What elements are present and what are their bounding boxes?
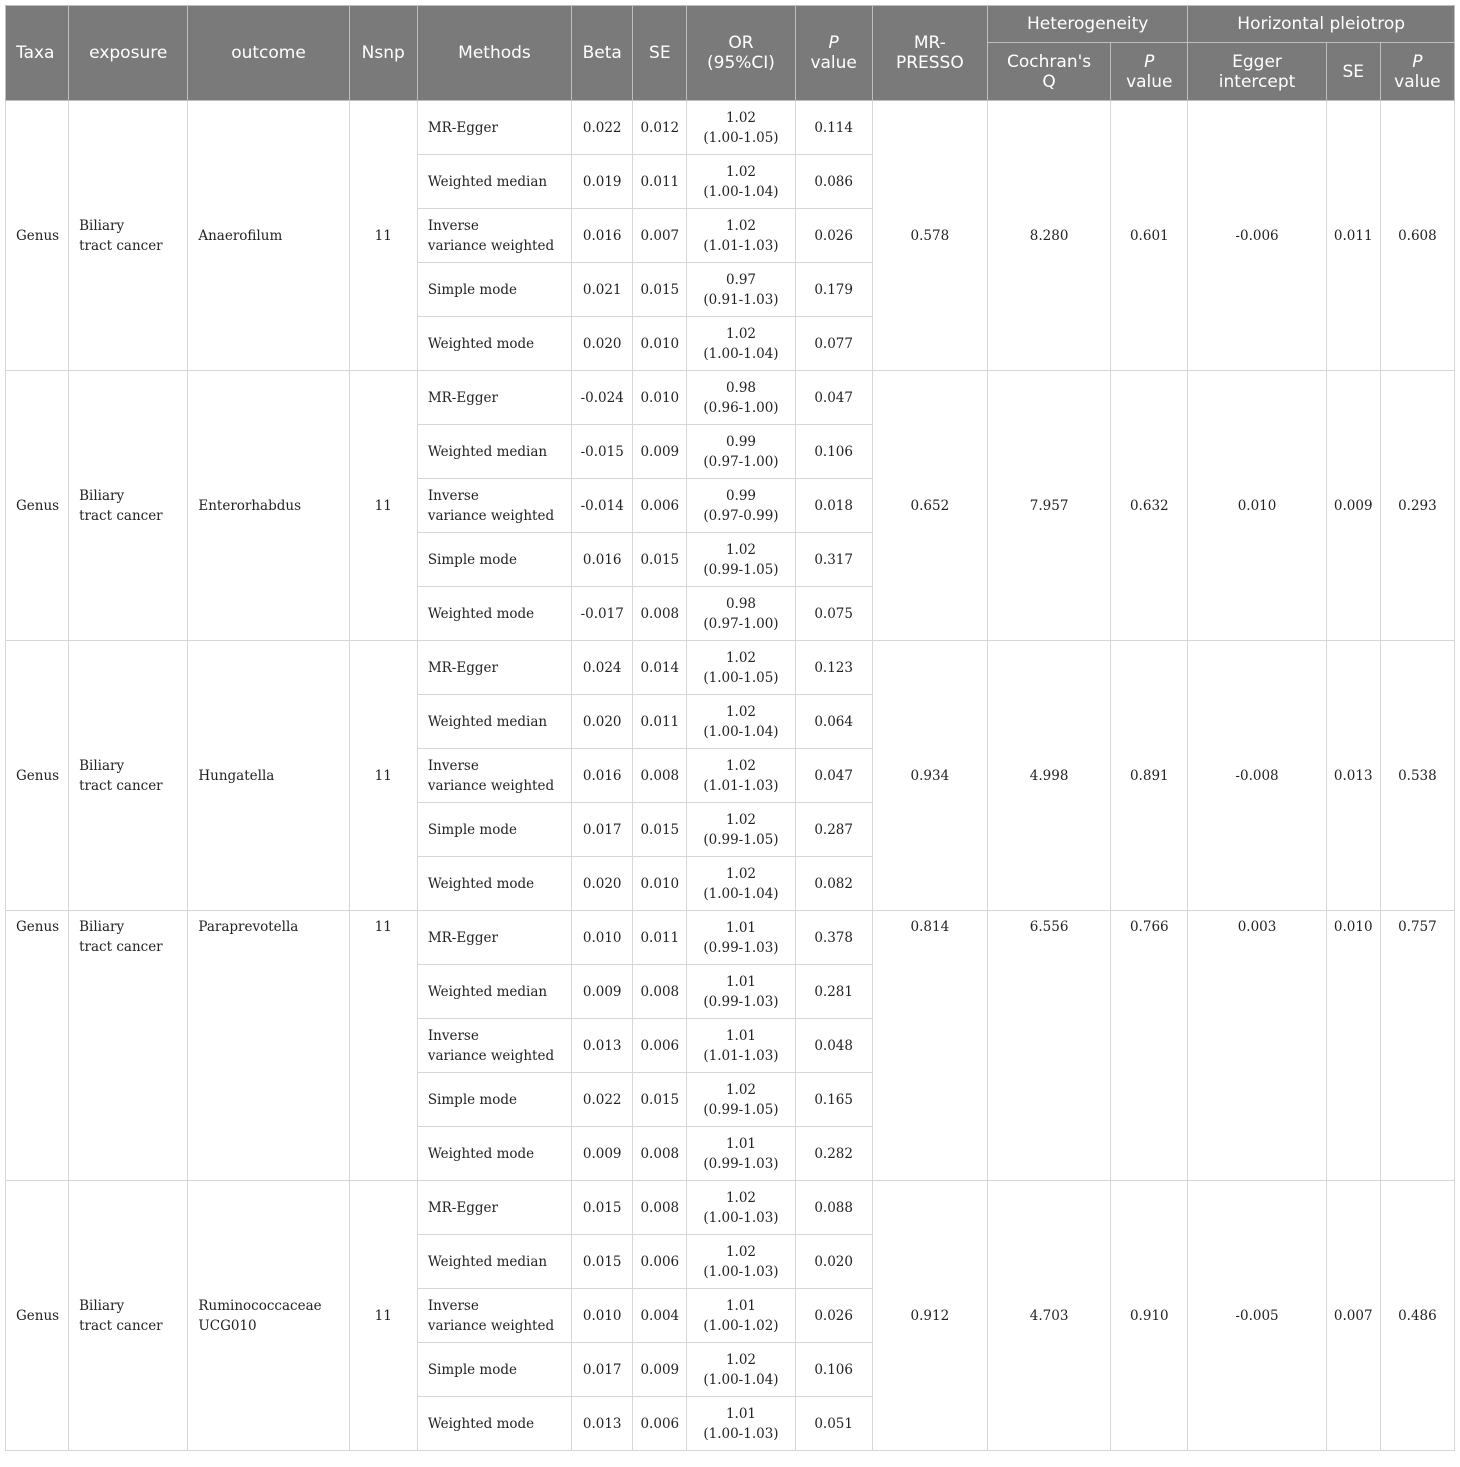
outcome-cell: Hungatella [188, 641, 349, 911]
or-cell: 1.02 (1.00-1.04) [687, 857, 795, 911]
header-egger-intercept: Egger intercept [1188, 43, 1326, 101]
se-cell: 0.008 [633, 749, 687, 803]
or-cell: 1.02 (1.00-1.03) [687, 1235, 795, 1289]
p-value-cell: 0.317 [795, 533, 872, 587]
se-cell: 0.010 [633, 371, 687, 425]
se-cell: 0.011 [633, 695, 687, 749]
taxa-cell: Genus [6, 641, 69, 911]
p-value-cell: 0.082 [795, 857, 872, 911]
header-heterogeneity: Heterogeneity [987, 6, 1187, 43]
se-cell: 0.008 [633, 1127, 687, 1181]
method-cell: Simple mode [417, 533, 571, 587]
method-cell: Simple mode [417, 1073, 571, 1127]
or-cell: 0.99 (0.97-0.99) [687, 479, 795, 533]
or-cell: 1.02 (1.00-1.05) [687, 641, 795, 695]
beta-cell: 0.020 [572, 857, 633, 911]
beta-cell: 0.016 [572, 209, 633, 263]
p-value-cell: 0.114 [795, 101, 872, 155]
pleio-p-value-cell: 0.293 [1380, 371, 1454, 641]
se-cell: 0.008 [633, 965, 687, 1019]
beta-cell: 0.013 [572, 1019, 633, 1073]
p-value-cell: 0.077 [795, 317, 872, 371]
outcome-cell: Enterorhabdus [188, 371, 349, 641]
pleio-p-value-cell: 0.608 [1380, 101, 1454, 371]
beta-cell: 0.015 [572, 1235, 633, 1289]
beta-cell: 0.021 [572, 263, 633, 317]
mr-presso-cell: 0.652 [872, 371, 987, 641]
method-cell: Weighted median [417, 695, 571, 749]
se-cell: 0.006 [633, 1235, 687, 1289]
p-value-cell: 0.165 [795, 1073, 872, 1127]
or-cell: 1.02 (1.00-1.04) [687, 155, 795, 209]
beta-cell: 0.009 [572, 1127, 633, 1181]
or-cell: 0.98 (0.96-1.00) [687, 371, 795, 425]
beta-cell: 0.009 [572, 965, 633, 1019]
het-p-value-cell: 0.632 [1111, 371, 1188, 641]
nsnp-cell: 11 [349, 641, 417, 911]
nsnp-cell: 11 [349, 1181, 417, 1451]
outcome-cell: Paraprevotella [188, 911, 349, 1181]
p-value-cell: 0.106 [795, 425, 872, 479]
header-nsnp: Nsnp [349, 6, 417, 101]
method-cell: Inverse variance weighted [417, 479, 571, 533]
method-cell: Weighted mode [417, 1397, 571, 1451]
beta-cell: -0.024 [572, 371, 633, 425]
cochrans-q-cell: 6.556 [987, 911, 1110, 1181]
header-p-value-word: value [810, 53, 857, 73]
table-body [6, 101, 1455, 1451]
beta-cell: 0.010 [572, 1289, 633, 1343]
egger-se-cell: 0.009 [1326, 371, 1380, 641]
egger-se-cell: 0.011 [1326, 101, 1380, 371]
p-value-cell: 0.179 [795, 263, 872, 317]
mr-presso-cell: 0.934 [872, 641, 987, 911]
method-cell: MR-Egger [417, 371, 571, 425]
header-pleio-p-value-word: value [1394, 71, 1441, 92]
p-value-cell: 0.075 [795, 587, 872, 641]
se-cell: 0.012 [633, 101, 687, 155]
egger-se-cell: 0.013 [1326, 641, 1380, 911]
or-cell: 0.97 (0.91-1.03) [687, 263, 795, 317]
method-cell: Inverse variance weighted [417, 209, 571, 263]
egger-intercept-cell: -0.006 [1188, 101, 1326, 371]
p-value-cell: 0.064 [795, 695, 872, 749]
se-cell: 0.015 [633, 263, 687, 317]
header-het-p-value-word: value [1126, 71, 1173, 92]
pleio-p-value-cell: 0.538 [1380, 641, 1454, 911]
se-cell: 0.004 [633, 1289, 687, 1343]
se-cell: 0.006 [633, 1397, 687, 1451]
beta-cell: -0.014 [572, 479, 633, 533]
method-cell: Inverse variance weighted [417, 749, 571, 803]
se-cell: 0.007 [633, 209, 687, 263]
se-cell: 0.006 [633, 1019, 687, 1073]
egger-se-cell: 0.007 [1326, 1181, 1380, 1451]
or-cell: 1.02 (1.00-1.05) [687, 101, 795, 155]
method-cell: Simple mode [417, 263, 571, 317]
method-cell: Weighted median [417, 965, 571, 1019]
method-cell: Weighted median [417, 155, 571, 209]
header-p-italic: P [828, 33, 839, 53]
or-cell: 1.02 (0.99-1.05) [687, 1073, 795, 1127]
or-cell: 1.01 (1.00-1.02) [687, 1289, 795, 1343]
het-p-value-cell: 0.601 [1111, 101, 1188, 371]
or-cell: 0.99 (0.97-1.00) [687, 425, 795, 479]
beta-cell: 0.017 [572, 803, 633, 857]
beta-cell: 0.019 [572, 155, 633, 209]
se-cell: 0.011 [633, 911, 687, 965]
beta-cell: 0.016 [572, 749, 633, 803]
outcome-cell: Ruminococcaceae UCG010 [188, 1181, 349, 1451]
p-value-cell: 0.047 [795, 371, 872, 425]
egger-intercept-cell: -0.005 [1188, 1181, 1326, 1451]
het-p-value-cell: 0.891 [1111, 641, 1188, 911]
het-p-value-cell: 0.766 [1111, 911, 1188, 1181]
method-cell: Weighted median [417, 425, 571, 479]
taxa-cell: Genus [6, 911, 69, 1181]
table-row [6, 641, 1455, 695]
beta-cell: 0.024 [572, 641, 633, 695]
beta-cell: 0.022 [572, 101, 633, 155]
se-cell: 0.009 [633, 1343, 687, 1397]
se-cell: 0.015 [633, 533, 687, 587]
se-cell: 0.008 [633, 587, 687, 641]
beta-cell: -0.017 [572, 587, 633, 641]
or-cell: 1.01 (0.99-1.03) [687, 911, 795, 965]
mr-presso-cell: 0.578 [872, 101, 987, 371]
or-cell: 1.02 (1.01-1.03) [687, 209, 795, 263]
p-value-cell: 0.020 [795, 1235, 872, 1289]
p-value-cell: 0.281 [795, 965, 872, 1019]
or-cell: 1.02 (1.00-1.04) [687, 1343, 795, 1397]
method-cell: Simple mode [417, 803, 571, 857]
method-cell: MR-Egger [417, 101, 571, 155]
method-cell: MR-Egger [417, 1181, 571, 1235]
method-cell: Inverse variance weighted [417, 1019, 571, 1073]
pleio-p-value-cell: 0.486 [1380, 1181, 1454, 1451]
mr-presso-cell: 0.814 [872, 911, 987, 1181]
taxa-cell: Genus [6, 371, 69, 641]
header-se: SE [633, 6, 687, 101]
p-value-cell: 0.123 [795, 641, 872, 695]
or-cell: 1.02 (0.99-1.05) [687, 803, 795, 857]
taxa-cell: Genus [6, 1181, 69, 1451]
cochrans-q-cell: 4.998 [987, 641, 1110, 911]
p-value-cell: 0.047 [795, 749, 872, 803]
header-exposure: exposure [69, 6, 188, 101]
header-mr-presso: MR- PRESSO [872, 6, 987, 101]
het-p-value-cell: 0.910 [1111, 1181, 1188, 1451]
header-or: OR (95%CI) [687, 6, 795, 101]
cochrans-q-cell: 7.957 [987, 371, 1110, 641]
beta-cell: -0.015 [572, 425, 633, 479]
method-cell: Weighted mode [417, 1127, 571, 1181]
header-p-value [795, 6, 872, 101]
method-cell: Inverse variance weighted [417, 1289, 571, 1343]
cochrans-q-cell: 8.280 [987, 101, 1110, 371]
or-cell: 1.02 (0.99-1.05) [687, 533, 795, 587]
table-row [6, 371, 1455, 425]
mr-results-table [5, 5, 1455, 1451]
taxa-cell: Genus [6, 101, 69, 371]
p-value-cell: 0.088 [795, 1181, 872, 1235]
egger-intercept-cell: 0.003 [1188, 911, 1326, 1181]
egger-intercept-cell: 0.010 [1188, 371, 1326, 641]
p-value-cell: 0.106 [795, 1343, 872, 1397]
se-cell: 0.010 [633, 317, 687, 371]
beta-cell: 0.013 [572, 1397, 633, 1451]
p-value-cell: 0.378 [795, 911, 872, 965]
egger-intercept-cell: -0.008 [1188, 641, 1326, 911]
beta-cell: 0.022 [572, 1073, 633, 1127]
p-value-cell: 0.026 [795, 209, 872, 263]
table-row [6, 101, 1455, 155]
or-cell: 1.02 (1.00-1.04) [687, 317, 795, 371]
or-cell: 1.02 (1.00-1.03) [687, 1181, 795, 1235]
header-taxa: Taxa [6, 6, 69, 101]
mr-presso-cell: 0.912 [872, 1181, 987, 1451]
se-cell: 0.006 [633, 479, 687, 533]
header-cochrans-q: Cochran's Q [987, 43, 1110, 101]
nsnp-cell: 11 [349, 371, 417, 641]
method-cell: MR-Egger [417, 911, 571, 965]
se-cell: 0.008 [633, 1181, 687, 1235]
or-cell: 1.01 (0.99-1.03) [687, 1127, 795, 1181]
nsnp-cell: 11 [349, 911, 417, 1181]
cochrans-q-cell: 4.703 [987, 1181, 1110, 1451]
header-pleio-p-value [1380, 43, 1454, 101]
method-cell: Weighted mode [417, 317, 571, 371]
se-cell: 0.015 [633, 803, 687, 857]
or-cell: 1.01 (1.01-1.03) [687, 1019, 795, 1073]
method-cell: MR-Egger [417, 641, 571, 695]
method-cell: Weighted mode [417, 587, 571, 641]
or-cell: 1.02 (1.00-1.04) [687, 695, 795, 749]
header-pleio-p-italic: P [1412, 51, 1423, 72]
table-header [6, 6, 1455, 101]
p-value-cell: 0.048 [795, 1019, 872, 1073]
p-value-cell: 0.051 [795, 1397, 872, 1451]
beta-cell: 0.020 [572, 695, 633, 749]
beta-cell: 0.020 [572, 317, 633, 371]
method-cell: Simple mode [417, 1343, 571, 1397]
egger-se-cell: 0.010 [1326, 911, 1380, 1181]
or-cell: 1.02 (1.01-1.03) [687, 749, 795, 803]
header-outcome: outcome [188, 6, 349, 101]
header-het-p-italic: P [1144, 51, 1155, 72]
table-row [6, 1181, 1455, 1235]
se-cell: 0.009 [633, 425, 687, 479]
or-cell: 1.01 (1.00-1.03) [687, 1397, 795, 1451]
se-cell: 0.015 [633, 1073, 687, 1127]
exposure-cell: Biliary tract cancer [69, 911, 188, 1181]
table-row [6, 911, 1455, 965]
se-cell: 0.011 [633, 155, 687, 209]
beta-cell: 0.016 [572, 533, 633, 587]
nsnp-cell: 11 [349, 101, 417, 371]
outcome-cell: Anaerofilum [188, 101, 349, 371]
exposure-cell: Biliary tract cancer [69, 101, 188, 371]
method-cell: Weighted mode [417, 857, 571, 911]
header-methods: Methods [417, 6, 571, 101]
or-cell: 1.01 (0.99-1.03) [687, 965, 795, 1019]
p-value-cell: 0.287 [795, 803, 872, 857]
method-cell: Weighted median [417, 1235, 571, 1289]
p-value-cell: 0.086 [795, 155, 872, 209]
header-het-p-value [1111, 43, 1188, 101]
header-beta: Beta [572, 6, 633, 101]
beta-cell: 0.015 [572, 1181, 633, 1235]
exposure-cell: Biliary tract cancer [69, 371, 188, 641]
p-value-cell: 0.026 [795, 1289, 872, 1343]
header-horizontal-pleiotropy: Horizontal pleiotrop [1188, 6, 1455, 43]
exposure-cell: Biliary tract cancer [69, 641, 188, 911]
header-egger-se: SE [1326, 43, 1380, 101]
or-cell: 0.98 (0.97-1.00) [687, 587, 795, 641]
se-cell: 0.010 [633, 857, 687, 911]
se-cell: 0.014 [633, 641, 687, 695]
beta-cell: 0.010 [572, 911, 633, 965]
beta-cell: 0.017 [572, 1343, 633, 1397]
p-value-cell: 0.018 [795, 479, 872, 533]
p-value-cell: 0.282 [795, 1127, 872, 1181]
pleio-p-value-cell: 0.757 [1380, 911, 1454, 1181]
exposure-cell: Biliary tract cancer [69, 1181, 188, 1451]
